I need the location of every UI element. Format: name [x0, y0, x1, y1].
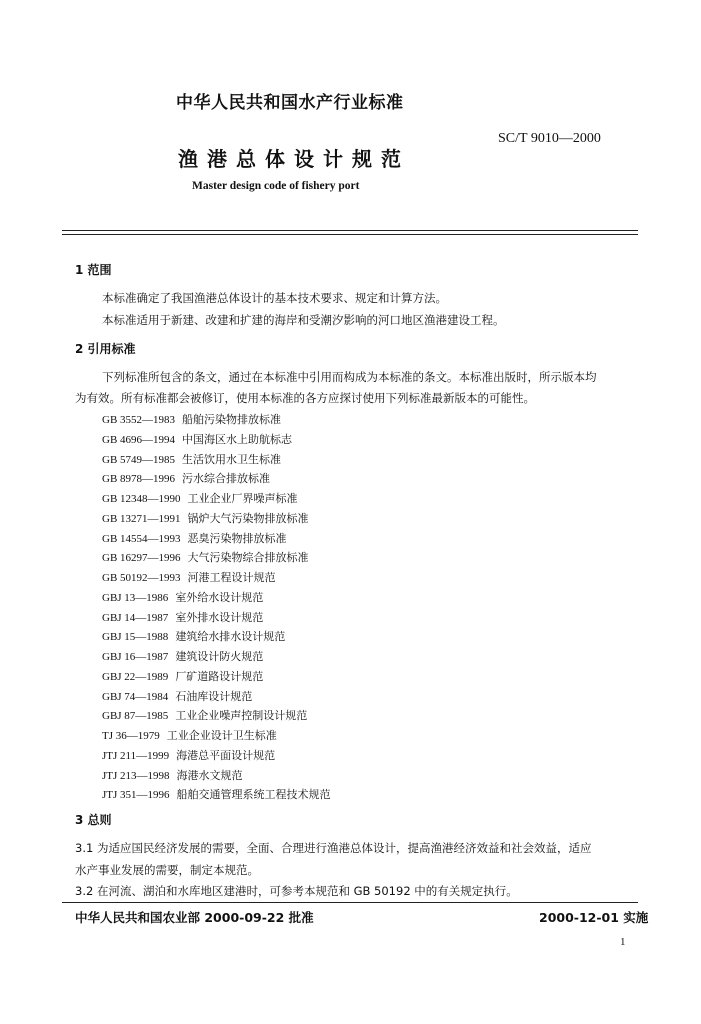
referenced-standard-item	[102, 727, 277, 743]
page-number: 1	[620, 936, 626, 948]
referenced-standard-item	[102, 411, 281, 427]
referenced-standard-item	[102, 668, 263, 684]
referenced-standard-item	[102, 747, 275, 763]
referenced-standard-title: 河港工程设计规范	[187, 571, 276, 584]
referenced-standard-item	[102, 569, 276, 585]
referenced-standard-title: 建筑给水排水设计规范	[175, 630, 286, 644]
referenced-standard-title: 工业企业设计卫生标准	[166, 729, 277, 742]
referenced-standard-code: GBJ 16—1987	[102, 651, 169, 663]
referenced-standard-item	[102, 431, 292, 447]
referenced-standard-title: 锅炉大气污染物排放标准	[187, 511, 309, 525]
referenced-standard-code: GBJ 13—1986	[102, 591, 169, 604]
clause-3-1-line: 水产事业发展的需要，制定本规范。	[75, 863, 259, 877]
referenced-standard-title: 污水综合排放标准	[182, 472, 271, 486]
referenced-standard-code: JTJ 211—1999	[102, 749, 170, 762]
referenced-standard-code: GBJ 15—1988	[102, 631, 169, 644]
referenced-standard-title: 大气污染物综合排放标准	[187, 551, 309, 565]
referenced-standard-code: GB 50192—1993	[102, 572, 181, 584]
referenced-standard-code: GBJ 22—1989	[102, 670, 169, 683]
referenced-standard-title: 海港水文规范	[176, 768, 243, 782]
referenced-standard-item	[102, 451, 281, 467]
referenced-standard-code: GBJ 87—1985	[102, 710, 169, 723]
referenced-standard-title: 厂矿道路设计规范	[175, 669, 264, 683]
referenced-standard-title: 工业企业噪声控制设计规范	[175, 709, 308, 723]
referenced-standard-title: 工业企业厂界噪声标准	[187, 492, 298, 505]
referenced-standard-item	[102, 549, 309, 565]
referenced-standard-code: GB 12348—1990	[102, 493, 181, 505]
referenced-standard-code: GB 16297—1996	[102, 552, 181, 565]
header-divider-bottom	[62, 234, 638, 235]
referenced-standard-item	[102, 786, 331, 802]
issuing-standard-category: 中华人民共和国水产行业标准	[176, 93, 404, 113]
effective-date: 2000-12-01 实施	[539, 910, 649, 925]
referenced-standard-item	[102, 648, 263, 664]
referenced-standard-item	[102, 589, 263, 605]
section-2-intro-line: 为有效。所有标准都会被修订，使用本标准的各方应探讨使用下列标准最新版本的可能性。	[75, 391, 535, 405]
section-2-heading: 2 引用标准	[75, 342, 136, 356]
standard-code: SC/T 9010—2000	[498, 131, 601, 146]
referenced-standard-title: 室外排水设计规范	[175, 610, 264, 624]
section-1-heading: 1 范围	[75, 263, 112, 277]
section-1-paragraph: 本标准确定了我国渔港总体设计的基本技术要求、规定和计算方法。	[102, 291, 447, 305]
referenced-standard-item	[102, 628, 285, 644]
section-2-intro-line: 下列标准所包含的条文，通过在本标准中引用而构成为本标准的条文。本标准出版时，所示版本均	[102, 370, 597, 384]
referenced-standard-item	[102, 530, 287, 546]
referenced-standard-item	[102, 470, 270, 486]
footer-divider	[62, 902, 638, 903]
referenced-standard-item	[102, 767, 243, 783]
referenced-standard-code: GB 13271—1991	[102, 512, 181, 525]
referenced-standard-item	[102, 609, 263, 625]
referenced-standard-title: 船舶污染物排放标准	[182, 413, 282, 426]
referenced-standard-item	[102, 707, 307, 723]
referenced-standard-item	[102, 490, 298, 506]
document-subtitle-english: Master design code of fishery port	[192, 180, 360, 192]
referenced-standard-code: GBJ 74—1984	[102, 690, 169, 703]
referenced-standard-title: 生活饮用水卫生标准	[182, 452, 282, 466]
referenced-standard-code: GB 14554—1993	[102, 532, 181, 545]
referenced-standard-title: 海港总平面设计规范	[176, 748, 276, 762]
referenced-standard-code: JTJ 351—1996	[102, 789, 170, 802]
referenced-standard-code: TJ 36—1979	[102, 730, 160, 742]
referenced-standard-item	[102, 688, 252, 704]
document-title: 渔港总体设计规范	[178, 147, 410, 171]
referenced-standard-code: GB 3552—1983	[102, 414, 176, 426]
referenced-standard-code: JTJ 213—1998	[102, 769, 170, 782]
section-1-paragraph: 本标准适用于新建、改建和扩建的海岸和受潮汐影响的河口地区渔港建设工程。	[102, 313, 505, 327]
referenced-standard-code: GB 8978—1996	[102, 473, 176, 486]
referenced-standard-title: 恶臭污染物排放标准	[187, 531, 287, 545]
referenced-standard-title: 建筑设计防火规范	[175, 650, 264, 663]
referenced-standard-title: 船舶交通管理系统工程技术规范	[176, 788, 331, 802]
clause-3-1-line: 3.1 为适应国民经济发展的需要，全面、合理进行渔港总体设计，提高渔港经济效益和社会效益，适应	[75, 841, 592, 855]
referenced-standard-title: 室外给水设计规范	[175, 590, 264, 604]
clause-3-2: 3.2 在河流、湖泊和水库地区建港时，可参考本规范和 GB 50192 中的有关规定执行。	[75, 884, 518, 898]
referenced-standard-item	[102, 510, 309, 526]
referenced-standard-code: GBJ 14—1987	[102, 611, 169, 624]
referenced-standard-title: 石油库设计规范	[175, 689, 253, 703]
section-3-heading: 3 总则	[75, 813, 112, 827]
referenced-standard-title: 中国海区水上助航标志	[182, 432, 293, 446]
header-divider-top	[62, 230, 638, 231]
referenced-standard-code: GB 5749—1985	[102, 453, 176, 466]
referenced-standard-code: GB 4696—1994	[102, 433, 176, 446]
approval-line: 中华人民共和国农业部 2000-09-22 批准	[75, 910, 314, 925]
